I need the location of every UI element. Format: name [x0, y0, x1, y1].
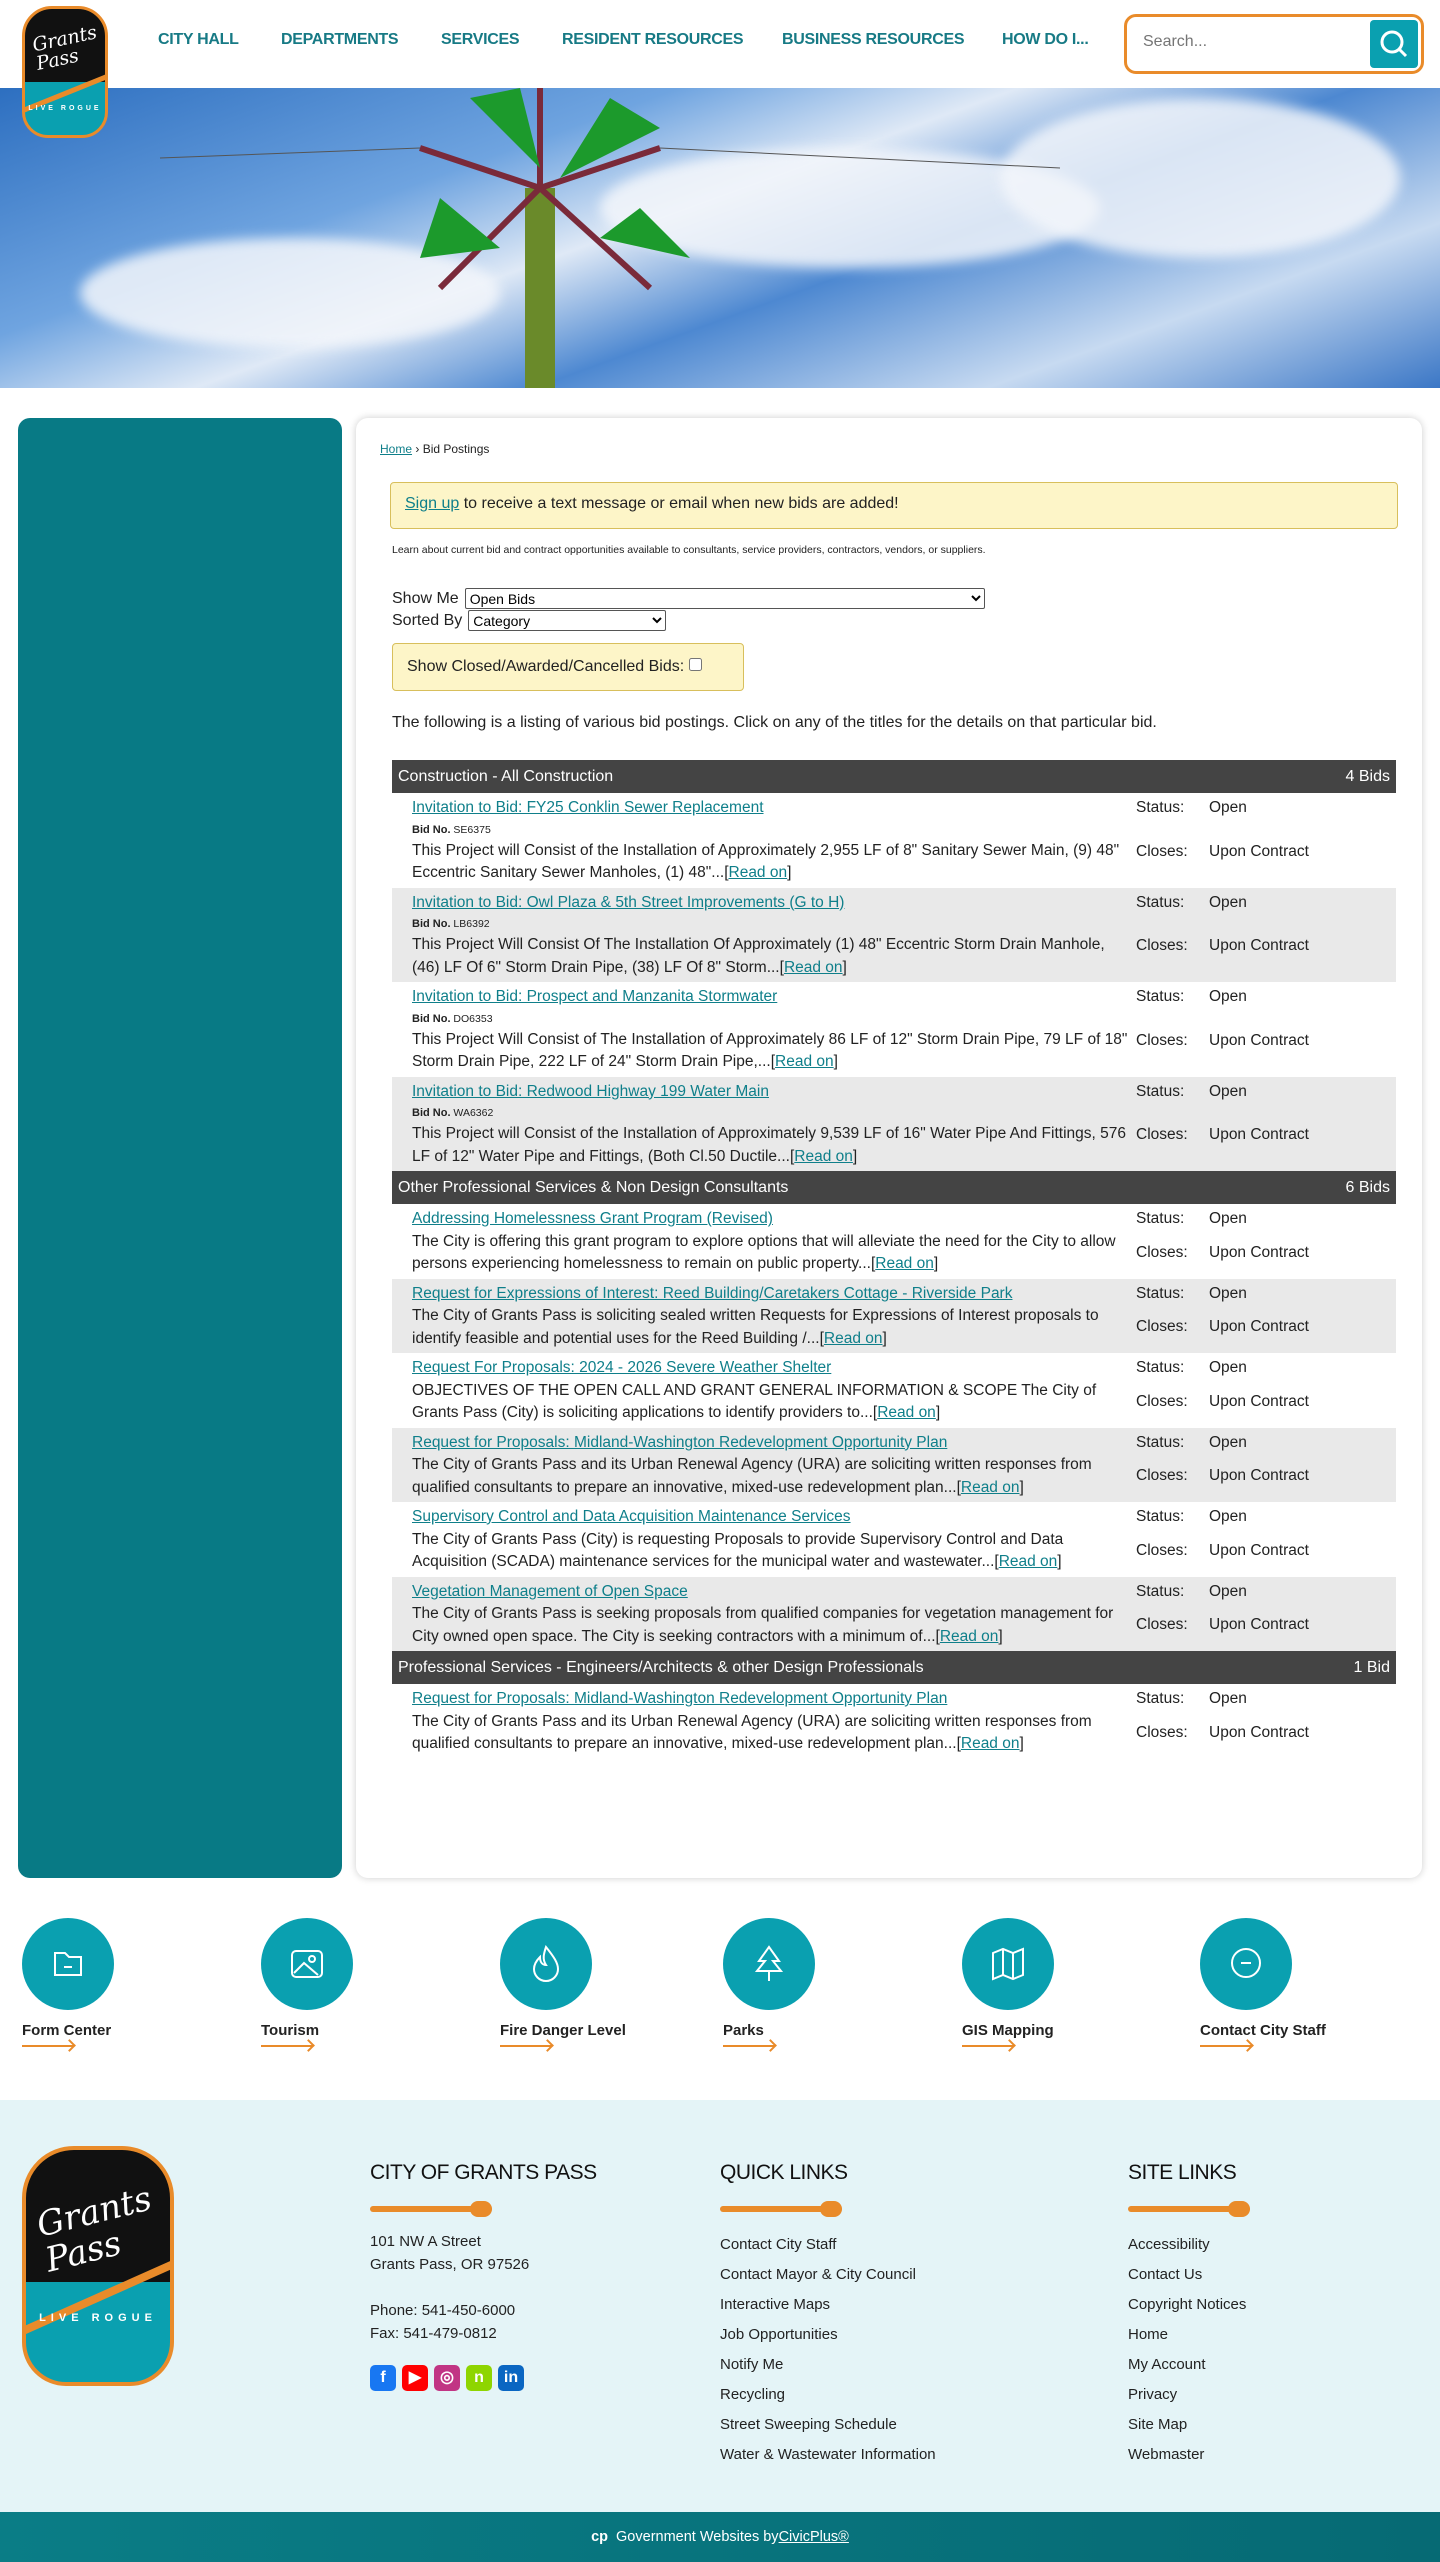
footer-link[interactable]: Accessibility	[1128, 2236, 1210, 2253]
search-button[interactable]	[1370, 20, 1418, 68]
civicplus-icon: cp	[591, 2529, 609, 2545]
footer-quick-heading: QUICK LINKS	[720, 2161, 848, 2184]
search-input[interactable]	[1143, 33, 1343, 51]
bid-title-link[interactable]: Request for Expressions of Interest: Reed Building/Caretakers Cottage - Riverside Park	[412, 1284, 1013, 1302]
bid-description: This Project Will Consist of The Installation of Approximately 86 LF of 12" Storm Drain Pipe, 79 LF of 18" Storm Drain Pipe, 222 LF of 24" Storm Drain Pipe,...[Read on]	[412, 1030, 1128, 1070]
breadcrumb-current: Bid Postings	[422, 442, 490, 456]
tree-icon	[744, 1939, 794, 1989]
bid-row	[392, 1577, 1396, 1652]
nextdoor-icon[interactable]: n	[466, 2365, 492, 2391]
closes-label: Closes:	[1136, 1392, 1188, 1410]
credit-text: Government Websites by	[616, 2529, 779, 2545]
read-on-link[interactable]: Read on	[823, 1329, 883, 1347]
show-me-label: Show Me	[392, 589, 459, 607]
nav-item[interactable]: SERVICES	[441, 31, 520, 48]
category-name: Other Professional Services & Non Design Consultants	[398, 1178, 789, 1196]
show-closed-box	[392, 643, 744, 691]
closes-value: Upon Contract	[1209, 1126, 1309, 1144]
footer-logo-tagline: LIVE ROGUE	[39, 2312, 157, 2324]
phone: Phone: 541-450-6000	[370, 2302, 516, 2319]
category-name: Construction - All Construction	[398, 767, 614, 785]
closes-value: Upon Contract	[1209, 1467, 1309, 1485]
map-icon	[983, 1939, 1033, 1989]
closes-value: Upon Contract	[1209, 842, 1309, 860]
closes-value: Upon Contract	[1209, 1723, 1309, 1741]
status-value: Open	[1209, 1582, 1247, 1600]
bid-row	[392, 888, 1396, 983]
bid-description: This Project will Consist of the Installation of Approximately 2,955 LF of 8" Sanitary Sewer Main, (9) 48" Eccentric Sanitary Sewer Manholes, (1) 48"...[Read on]	[412, 841, 1120, 881]
status-label: Status:	[1136, 893, 1185, 911]
bid-description: The City of Grants Pass is seeking proposals from qualified companies for vegetation management for City owned open space. The City is seeking contractors with a minimum of...[Read on]	[412, 1605, 1114, 1645]
footer-link[interactable]: Contact Mayor & City Council	[720, 2266, 916, 2283]
arrow-right-icon	[261, 2045, 313, 2047]
status-label: Status:	[1136, 1359, 1185, 1376]
bid-status	[1136, 1432, 1309, 1500]
main-content	[356, 418, 1422, 1878]
bid-row	[392, 1279, 1396, 1354]
closes-value: Upon Contract	[1209, 937, 1309, 955]
bid-row	[392, 1077, 1396, 1172]
category-header	[392, 1171, 1396, 1204]
bid-description: The City of Grants Pass and its Urban Renewal Agency (URA) are soliciting written responses from qualified consultants to prepare an innovative, mixed-use redevelopment plan...[Read on]	[412, 1712, 1092, 1752]
social-links	[370, 2363, 597, 2393]
status-value: Open	[1209, 1359, 1247, 1376]
quick-link[interactable]	[723, 1918, 923, 2047]
linkedin-icon[interactable]: in	[498, 2365, 524, 2391]
footer-link[interactable]: My Account	[1128, 2356, 1206, 2373]
footer-logo-text: Grants Pass	[32, 2178, 156, 2281]
arrow-right-icon	[1200, 2045, 1252, 2047]
status-value: Open	[1209, 1082, 1247, 1100]
bid-description: The City of Grants Pass is soliciting sealed written Requests for Expressions of Interest proposals to identify feasible and potential uses for the Reed Building /...[Read on]	[412, 1307, 1099, 1347]
category-count: 1 Bid	[1353, 1658, 1390, 1676]
read-on-link[interactable]: Read on	[877, 1404, 936, 1421]
read-on-link[interactable]: Read on	[775, 1053, 834, 1070]
closes-label: Closes:	[1136, 1031, 1188, 1049]
read-on-link[interactable]: Read on	[960, 1735, 1020, 1752]
bid-status	[1136, 892, 1309, 980]
listing-text: The following is a listing of various bid postings. Click on any of the titles for the details on that particular bid.	[392, 714, 1157, 731]
closes-value: Upon Contract	[1209, 1318, 1309, 1336]
bid-title-link[interactable]: Invitation to Bid: Owl Plaza & 5th Street Improvements (G to H)	[412, 893, 845, 911]
sidebar	[18, 418, 342, 1878]
category-header	[392, 1651, 1396, 1684]
closes-label: Closes:	[1136, 1541, 1188, 1559]
quick-link[interactable]	[500, 1918, 700, 2047]
closes-label: Closes:	[1136, 1126, 1188, 1144]
status-value: Open	[1209, 1508, 1247, 1525]
sorted-by-label: Sorted By	[392, 611, 463, 629]
footer-link[interactable]: Job Opportunities	[720, 2326, 838, 2343]
bid-row	[392, 982, 1396, 1077]
nav-item[interactable]: RESIDENT RESOURCES	[562, 31, 744, 48]
footer-link[interactable]: Street Sweeping Schedule	[720, 2416, 897, 2433]
paddle-divider	[720, 2206, 842, 2212]
status-label: Status:	[1136, 1508, 1185, 1525]
signup-link[interactable]: Sign up	[405, 495, 460, 512]
breadcrumb	[380, 442, 489, 456]
image-icon	[282, 1939, 332, 1989]
bid-status	[1136, 1581, 1309, 1649]
show-me-row	[392, 588, 985, 609]
footer-logo[interactable]	[22, 2146, 174, 2386]
read-on-link[interactable]: Read on	[939, 1627, 999, 1645]
closes-value: Upon Contract	[1209, 1392, 1309, 1410]
bid-title-link[interactable]: Invitation to Bid: FY25 Conklin Sewer Replacement	[412, 799, 764, 816]
address-line: Grants Pass, OR 97526	[370, 2256, 530, 2273]
category-count: 6 Bids	[1345, 1178, 1390, 1196]
status-value: Open	[1209, 1690, 1247, 1707]
closes-label: Closes:	[1136, 1723, 1188, 1741]
closes-value: Upon Contract	[1209, 1243, 1309, 1261]
footer-link[interactable]: Water & Wastewater Information	[720, 2446, 936, 2463]
bid-title-link[interactable]: Vegetation Management of Open Space	[412, 1582, 688, 1600]
status-label: Status:	[1136, 988, 1185, 1005]
show-closed-checkbox[interactable]	[689, 658, 702, 671]
facebook-icon[interactable]: f	[370, 2365, 396, 2391]
status-label: Status:	[1136, 1082, 1185, 1100]
bid-title-link[interactable]: Invitation to Bid: Prospect and Manzanita Stormwater	[412, 988, 778, 1005]
footer-site-heading: SITE LINKS	[1128, 2161, 1237, 2184]
bid-title-link[interactable]: Request for Proposals: Midland-Washington Redevelopment Opportunity Plan	[412, 1433, 948, 1451]
bid-row	[392, 793, 1396, 888]
bid-row	[392, 1353, 1396, 1428]
read-on-link[interactable]: Read on	[783, 958, 843, 976]
nav-item[interactable]: HOW DO I...	[1002, 31, 1089, 48]
closes-label: Closes:	[1136, 1467, 1188, 1485]
closes-label: Closes:	[1136, 937, 1188, 955]
quick-link-label: Form Center	[22, 2022, 112, 2039]
search-icon	[1370, 20, 1418, 68]
fax: Fax: 541-479-0812	[370, 2325, 497, 2342]
footer-link[interactable]: Notify Me	[720, 2356, 784, 2373]
closes-label: Closes:	[1136, 1318, 1188, 1336]
footer-city-column	[370, 2158, 597, 2393]
quick-link-label: Fire Danger Level	[500, 2022, 626, 2039]
read-on-link[interactable]: Read on	[875, 1255, 934, 1272]
read-on-link[interactable]: Read on	[728, 864, 788, 881]
bid-status	[1136, 1688, 1309, 1756]
signup-text: to receive a text message or email when new bids are added!	[459, 495, 899, 512]
footer-link[interactable]: Contact Us	[1128, 2266, 1203, 2283]
bid-title-link[interactable]: Addressing Homelessness Grant Program (Revised)	[412, 1210, 773, 1227]
youtube-icon[interactable]: ▶	[402, 2365, 428, 2391]
bid-status	[1136, 986, 1309, 1074]
status-value: Open	[1209, 1284, 1247, 1302]
logo-text: Grants Pass	[30, 21, 99, 75]
footer-link[interactable]: Copyright Notices	[1128, 2296, 1247, 2313]
breadcrumb-home[interactable]: Home	[380, 442, 413, 456]
arrow-right-icon	[723, 2045, 775, 2047]
nav-item[interactable]: DEPARTMENTS	[281, 31, 399, 48]
nav-item[interactable]: CITY HALL	[158, 31, 239, 48]
status-label: Status:	[1136, 799, 1185, 816]
bid-description: The City of Grants Pass and its Urban Renewal Agency (URA) are soliciting written responses from qualified consultants to prepare an innovative, mixed-use redevelopment plan...[Read on]	[412, 1456, 1092, 1496]
bid-status	[1136, 797, 1309, 885]
closes-value: Upon Contract	[1209, 1541, 1309, 1559]
bid-row	[392, 1204, 1396, 1279]
bid-number: Bid No. WA6362	[412, 1107, 494, 1119]
bid-title-link[interactable]: Request For Proposals: 2024 - 2026 Severe Weather Shelter	[412, 1359, 832, 1376]
bid-description: This Project Will Consist Of The Installation Of Approximately (1) 48" Eccentric Storm Drain Manhole, (46) LF Of 6" Storm Drain Pipe, (38) LF Of 8" Storm...[Read on]	[412, 936, 1105, 976]
swing-ride-image	[0, 88, 1440, 388]
closes-label: Closes:	[1136, 1616, 1188, 1634]
bid-number: Bid No. SE6375	[412, 823, 491, 836]
quick-link[interactable]	[962, 1918, 1162, 2047]
read-on-link[interactable]: Read on	[998, 1553, 1058, 1570]
arrow-right-icon	[962, 2045, 1014, 2047]
address	[370, 2230, 597, 2345]
main-nav	[0, 31, 1110, 55]
bid-row	[392, 1428, 1396, 1503]
nav-item[interactable]: BUSINESS RESOURCES	[782, 31, 965, 48]
footer	[0, 2100, 1440, 2512]
footer-quick-links	[720, 2158, 936, 2470]
read-on-link[interactable]: Read on	[960, 1478, 1020, 1496]
logo-tagline: LIVE ROGUE	[28, 105, 102, 112]
sorted-by-select[interactable]	[468, 610, 666, 631]
status-value: Open	[1209, 799, 1247, 816]
quick-link-label: GIS Mapping	[962, 2022, 1054, 2039]
bid-row	[392, 1502, 1396, 1577]
bid-number: Bid No. LB6392	[412, 918, 490, 930]
bid-status	[1136, 1081, 1309, 1169]
quick-links	[0, 1918, 1440, 2068]
flame-icon	[521, 1939, 571, 1989]
footer-link[interactable]: Recycling	[720, 2386, 786, 2403]
hero-banner	[0, 88, 1440, 388]
bid-title-link[interactable]: Supervisory Control and Data Acquisition Maintenance Services	[412, 1508, 851, 1525]
bid-description: OBJECTIVES OF THE OPEN CALL AND GRANT GENERAL INFORMATION & SCOPE The City of Grants Pass (City) is soliciting applications to identify providers to...[Read on]	[412, 1381, 1097, 1421]
civicplus-link[interactable]: CivicPlus®	[778, 2529, 849, 2545]
footer-city-heading: CITY OF GRANTS PASS	[370, 2161, 597, 2184]
quick-link-label: Tourism	[261, 2022, 320, 2039]
closes-label: Closes:	[1136, 1243, 1188, 1261]
bid-title-link[interactable]: Request for Proposals: Midland-Washington Redevelopment Opportunity Plan	[412, 1690, 948, 1707]
bid-description: The City is offering this grant program to explore options that will alleviate the need for the City to allow persons experiencing homelessness to remain on public property...[Read on]	[412, 1232, 1116, 1272]
bid-status	[1136, 1208, 1309, 1276]
folder-icon	[43, 1939, 93, 1989]
sorted-by-row	[392, 610, 666, 631]
status-value: Open	[1209, 1433, 1247, 1451]
closes-label: Closes:	[1136, 842, 1188, 860]
quick-link[interactable]	[22, 1918, 222, 2047]
quick-link[interactable]	[1200, 1918, 1400, 2047]
bid-status	[1136, 1283, 1309, 1351]
bid-description: This Project will Consist of the Installation of Approximately 9,539 LF of 16" Water Pipe And Fittings, 576 LF of 12" Water Pipe and Fittings, (Both Cl.50 Ductile...[Read on]	[412, 1125, 1126, 1165]
breadcrumb-separator: ›	[412, 442, 423, 456]
status-value: Open	[1209, 893, 1247, 911]
show-closed-label: Show Closed/Awarded/Cancelled Bids:	[407, 658, 685, 675]
read-on-link[interactable]: Read on	[794, 1147, 853, 1165]
closes-value: Upon Contract	[1209, 1031, 1309, 1049]
bid-status	[1136, 1357, 1309, 1425]
status-value: Open	[1209, 1210, 1247, 1227]
paddle-divider	[370, 2206, 492, 2212]
bid-row	[392, 1684, 1396, 1759]
chat-icon	[1221, 1939, 1271, 1989]
footer-link[interactable]: Site Map	[1128, 2416, 1188, 2433]
site-header	[0, 0, 1440, 88]
footer-site-links	[1128, 2158, 1250, 2470]
show-me-select[interactable]	[465, 588, 985, 609]
status-label: Status:	[1136, 1210, 1185, 1227]
footer-link[interactable]: Privacy	[1128, 2386, 1178, 2403]
bid-description: The City of Grants Pass (City) is requesting Proposals to provide Supervisory Control and Data Acquisition (SCADA) maintenance services for the municipal water and wastewater...[Read on]	[412, 1530, 1064, 1570]
footer-link[interactable]: Interactive Maps	[720, 2296, 831, 2313]
footer-link[interactable]: Contact City Staff	[720, 2236, 837, 2253]
instagram-icon[interactable]: ◎	[434, 2365, 460, 2391]
bid-title-link[interactable]: Invitation to Bid: Redwood Highway 199 Water Main	[412, 1082, 769, 1100]
status-label: Status:	[1136, 1690, 1185, 1707]
site-logo[interactable]	[22, 6, 108, 138]
status-value: Open	[1209, 988, 1247, 1005]
footer-link[interactable]: Webmaster	[1128, 2446, 1205, 2463]
category-header	[392, 760, 1396, 793]
category-count: 4 Bids	[1345, 767, 1390, 785]
closes-value: Upon Contract	[1209, 1616, 1309, 1634]
paddle-divider	[1128, 2206, 1250, 2212]
intro-text: Learn about current bid and contract opportunities available to consultants, service providers, contractors, vendors, or suppliers.	[392, 544, 986, 556]
footer-credit-bar	[0, 2512, 1440, 2562]
status-label: Status:	[1136, 1433, 1185, 1451]
quick-link-label: Contact City Staff	[1200, 2022, 1326, 2039]
quick-link[interactable]	[261, 1918, 461, 2047]
search-box	[1124, 14, 1424, 74]
status-label: Status:	[1136, 1582, 1185, 1600]
footer-link[interactable]: Home	[1128, 2326, 1169, 2343]
address-line: 101 NW A Street	[370, 2233, 481, 2250]
bid-number: Bid No. DO6353	[412, 1012, 493, 1025]
arrow-right-icon	[500, 2045, 552, 2047]
quick-link-label: Parks	[723, 2022, 764, 2039]
bid-list	[392, 760, 1396, 1759]
arrow-right-icon	[22, 2045, 74, 2047]
signup-banner	[390, 482, 1398, 529]
status-label: Status:	[1136, 1284, 1185, 1302]
category-name: Professional Services - Engineers/Architects & other Design Professionals	[398, 1658, 924, 1676]
bid-status	[1136, 1506, 1309, 1574]
